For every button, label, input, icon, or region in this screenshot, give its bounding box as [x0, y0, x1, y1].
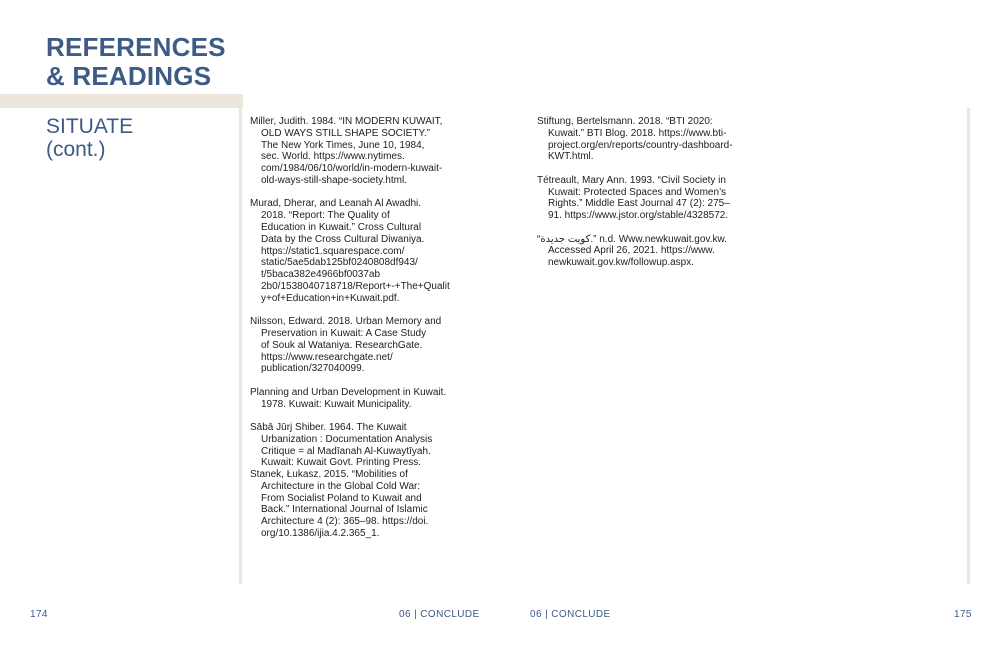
section-title-line-1: SITUATE	[46, 115, 134, 138]
reference-entry: “كويت جديدة.” n.d. Www.newkuwait.gov.kw. Accessed April 26, 2021. https://www. newkuwait.gov.kw/followup.aspx.	[537, 233, 727, 269]
page-title-line-1: REFERENCES	[46, 32, 226, 62]
page-number-left: 174	[30, 609, 48, 620]
title-band-divider	[0, 94, 243, 108]
references-right-column	[537, 116, 737, 281]
reference-entry: Stanek, Łukasz. 2015. “Mobilities of Architecture in the Global Cold War: From Socialist Poland to Kuwait and Back.” International Journal of Islamic Architecture 4 (2): 365–98. https://doi. org/10.1386/ijia.4.2.365_1.	[250, 469, 429, 540]
references-left-column	[250, 116, 450, 551]
page-number-right: 175	[954, 609, 972, 620]
footer-section-label-right: 06 | CONCLUDE	[530, 609, 611, 620]
reference-entry: Nilsson, Edward. 2018. Urban Memory and Preservation in Kuwait: A Case Study of Souk al Wataniya. ResearchGate. https://www.researchgate.net/ publication/327040099.	[250, 316, 442, 375]
reference-entry: Tétreault, Mary Ann. 1993. “Civil Society in Kuwait: Protected Spaces and Women’s Rights.” Middle East Journal 47 (2): 275– 91. https://www.jstor.org/stable/4328572.	[537, 174, 730, 222]
reference-entry: Murad, Dherar, and Leanah Al Awadhi. 2018. “Report: The Quality of Education in Kuwait.” Cross Cultural Data by the Cross Cultural Diwaniya. https://static1.squarespace.com/ static/5ae5dab125bf0240808df943/ t/5baca382e4966bf0037ab 2b0/1538040718718/Report+-+The+Qualit y+of+Education+in+Kuwait.pdf.	[250, 198, 450, 304]
reference-entry: Planning and Urban Development in Kuwait. 1978. Kuwait: Kuwait Municipality.	[250, 386, 447, 410]
left-column-rule	[239, 108, 242, 584]
section-title	[46, 115, 133, 161]
page-title	[46, 33, 226, 91]
section-title-line-2: (cont.)	[46, 138, 106, 161]
footer-section-label-left: 06 | CONCLUDE	[399, 609, 480, 620]
reference-entry: Sābā Jūrj Shiber. 1964. The Kuwait Urbanization : Documentation Analysis Critique = al Madīanah Al-Kuwaytīyah. Kuwait: Kuwait Govt. Printing Press.	[250, 421, 433, 469]
reference-entry: Stiftung, Bertelsmann. 2018. “BTI 2020: Kuwait.” BTI Blog. 2018. https://www.bti- project.org/en/reports/country-dashboard- KWT.html.	[537, 116, 733, 163]
reference-entry: Miller, Judith. 1984. “IN MODERN KUWAIT, OLD WAYS STILL SHAPE SOCIETY.” The New York Times, June 10, 1984, sec. World. https://www.nytimes. com/1984/06/10/world/in-modern-kuwait- old-ways-still-shape-society.html.	[250, 116, 443, 186]
right-column-rule	[967, 108, 970, 584]
page-title-line-2: & READINGS	[46, 61, 212, 91]
